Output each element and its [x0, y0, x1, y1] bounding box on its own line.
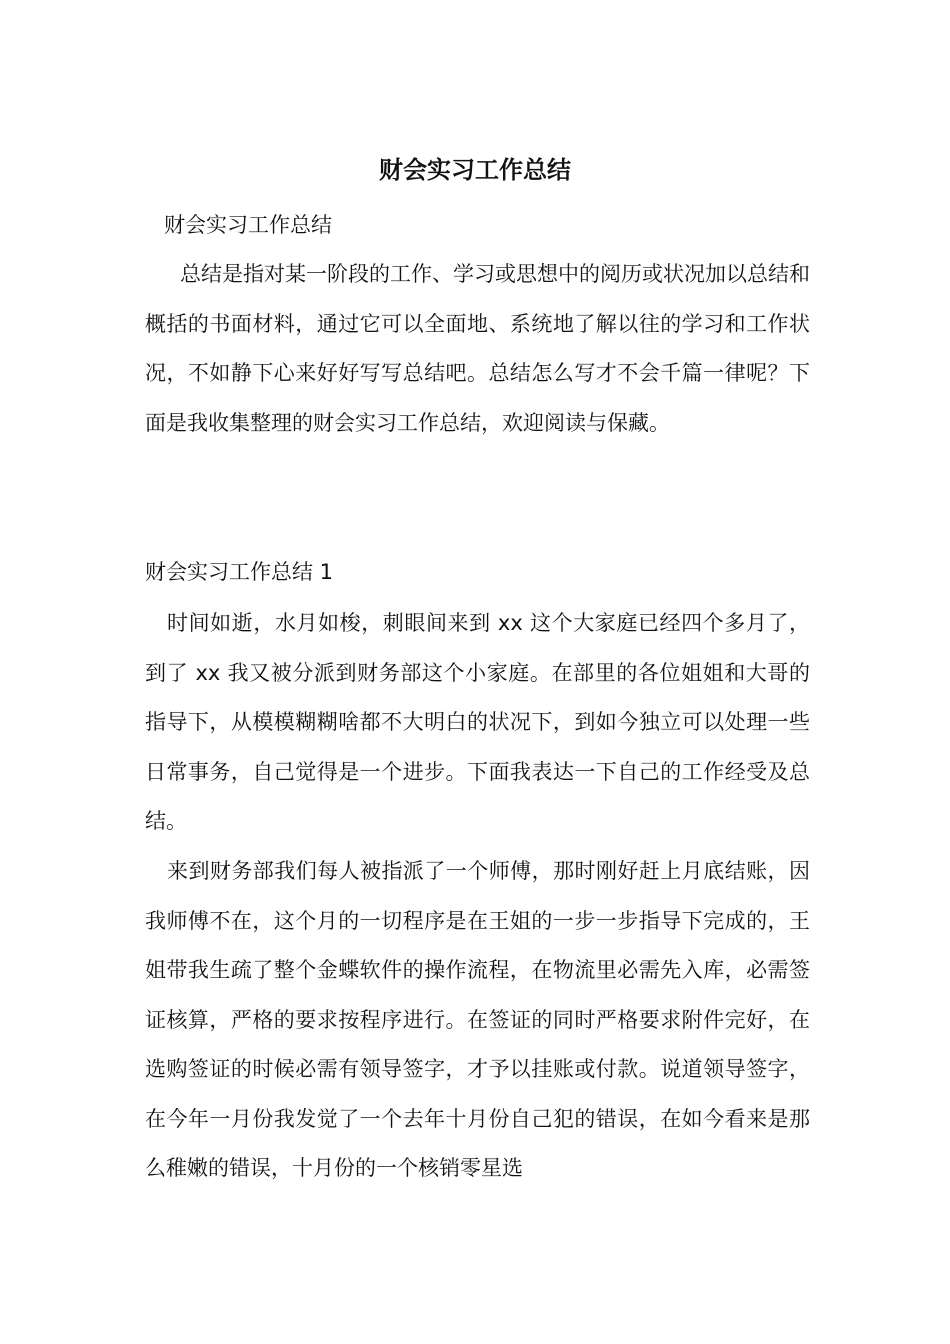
section-heading: 财会实习工作总结 1 — [145, 560, 334, 584]
intro-paragraph: 总结是指对某一阶段的工作、学习或思想中的阅历或状况加以总结和概括的书面材料，通过它可以全面地、系统地了解以往的学习和工作状况，不如静下心来好好写写总结吧。总结怎么写才不会千篇一律呢？下面是我收集整理的财会实习工作总结，欢迎阅读与保藏。 — [145, 262, 810, 435]
document-subtitle: 财会实习工作总结 — [164, 213, 332, 237]
body-paragraph-1: 时间如逝，水月如梭，刺眼间来到 xx 这个大家庭已经四个多月了，到了 xx 我又被分派到财务部这个小家庭。在部里的各位姐姐和大哥的指导下，从模模糊糊啥都不大明白的状况下，到如今独立可以处理一些日常事务，自己觉得是一个进步。下面我表达一下自己的工作经受及总结。 — [145, 611, 810, 833]
body-paragraph-2: 来到财务部我们每人被指派了一个师傅，那时刚好赶上月底结账，因我师傅不在，这个月的一切程序是在王姐的一步一步指导下完成的，王姐带我生疏了整个金蝶软件的操作流程，在物流里必需先入库，必需签证核算，严格的要求按程序进行。在签证的同时严格要求附件完好，在选购签证的时候必需有领导签字，才予以挂账或付款。说道领导签字，在今年一月份我发觉了一个去年十月份自己犯的错误，在如今看来是那么稚嫩的错误，十月份的一个核销零星选 — [145, 859, 810, 1180]
document-title: 财会实习工作总结 — [379, 156, 571, 184]
